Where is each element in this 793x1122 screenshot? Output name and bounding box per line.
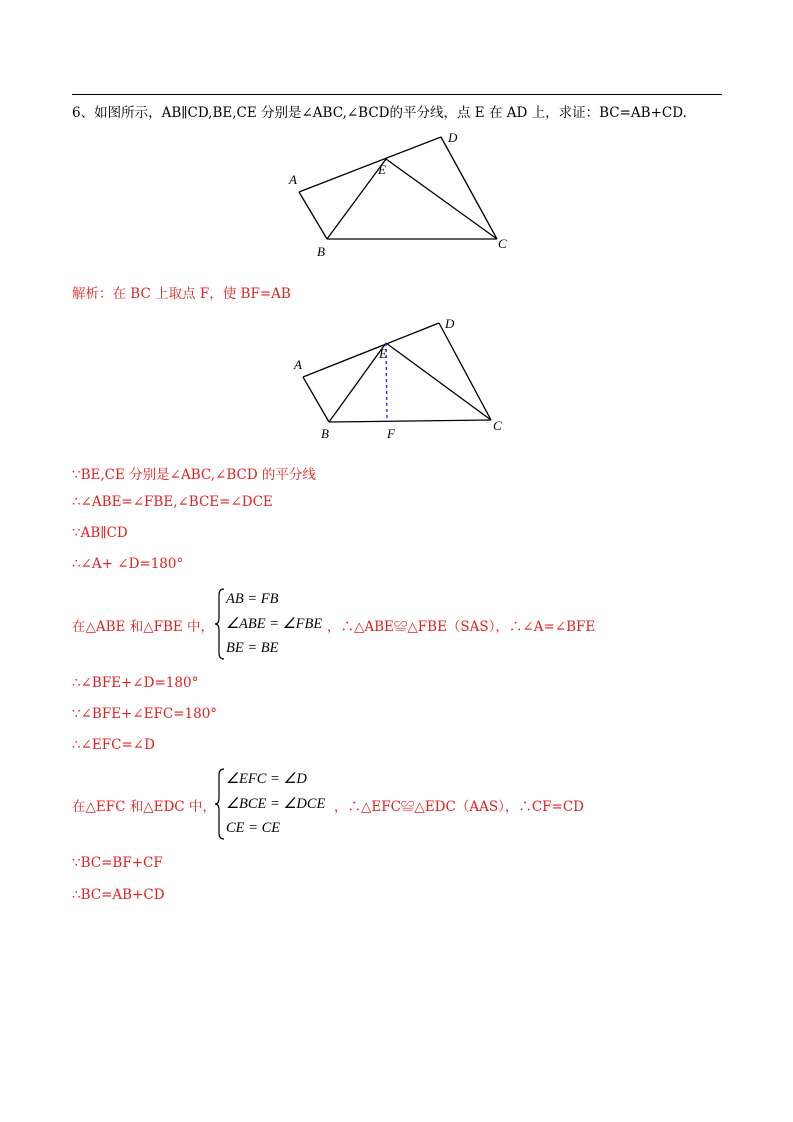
label-f: F [387,426,395,441]
figure-1-lines [299,137,497,239]
segment-dc [439,323,491,420]
segment-ad [303,323,439,377]
step-3: ∵AB∥CD [72,525,128,541]
system-2-equations [226,767,325,841]
step-1: ∵BE,CE 分别是∠ABC,∠BCD 的平分线 [72,467,316,483]
system-2-eq-3: CE = CE [226,820,281,836]
label-c: C [493,418,502,433]
system-1-equations [226,587,322,661]
segment-ec [386,343,491,420]
system-1 [72,587,722,661]
step-9: ∴BC=AB+CD [72,887,165,903]
figure-2 [285,310,515,445]
problem-statement: 6、如图所示，AB∥CD,BE,CE 分别是∠ABC,∠BCD的平分线，点 E 在 AD 上，求证：BC=AB+CD. [72,105,687,121]
segment-dc [441,137,497,239]
system-1-conclusion: ，∴△ABE≌△FBE（SAS），∴∠A=∠BFE [327,619,596,635]
segment-ab [299,192,327,239]
segment-bc [329,420,491,422]
system-1-eq-1: AB = FB [226,591,279,607]
system-2 [72,767,722,841]
label-c: C [498,236,507,251]
step-4: ∴∠A+ ∠D=180° [72,556,184,572]
system-1-eq-3: BE = BE [226,640,279,656]
figure-2-lines [303,323,491,422]
step-5: ∴∠BFE+∠D=180° [72,675,199,691]
system-2-eq-1: ∠EFC = ∠D [226,771,307,787]
step-6: ∵∠BFE+∠EFC=180° [72,706,218,722]
label-d: D [445,316,455,331]
label-d: D [448,130,458,145]
label-a: A [294,357,302,372]
segment-ab [303,377,329,422]
segment-ec [386,159,497,239]
system-1-brace [214,587,226,661]
system-2-brace [214,767,226,841]
system-1-eq-2: ∠ABE = ∠FBE [226,615,323,632]
label-e: E [378,162,386,177]
system-1-label: 在△ABE 和△FBE 中， [72,619,215,635]
label-b: B [317,244,325,259]
step-2: ∴∠ABE=∠FBE,∠BCE=∠DCE [72,494,273,510]
header-rule [72,94,722,95]
label-e: E [379,346,387,361]
solution-intro: 解析：在 BC 上取点 F，使 BF=AB [72,286,291,302]
step-8: ∵BC=BF+CF [72,855,163,871]
figure-1 [280,125,520,265]
label-b: B [321,426,329,441]
step-7: ∴∠EFC=∠D [72,737,155,753]
system-2-eq-2: ∠BCE = ∠DCE [226,795,326,812]
system-2-conclusion: ，∴△EFC≌△EDC（AAS），∴CF=CD [334,799,584,815]
label-a: A [289,172,297,187]
system-2-label: 在△EFC 和△EDC 中， [72,799,216,815]
